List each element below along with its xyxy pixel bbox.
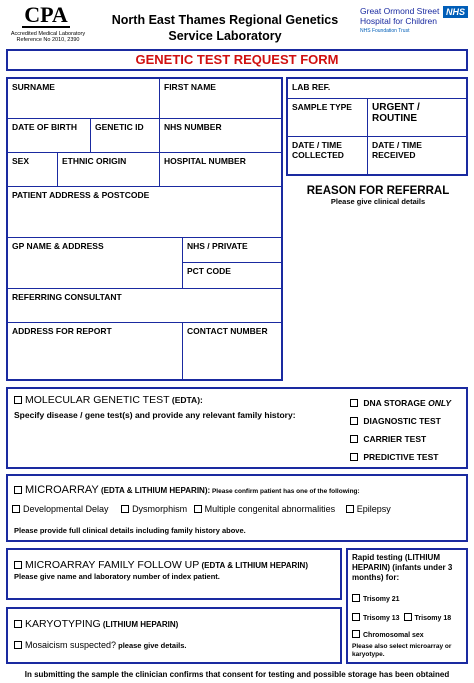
cpa-accreditation: Accredited Medical Laboratory [10,31,86,37]
nhs-number-field[interactable] [160,119,281,153]
t21-checkbox[interactable] [352,594,360,602]
congenital-checkbox[interactable] [194,505,202,513]
hospital-number-field[interactable] [160,153,281,187]
dob-label: DATE OF BIRTH [12,122,78,132]
nhs-private-label: NHS / PRIVATE [187,241,248,251]
address-report-field[interactable] [8,323,183,379]
microarray-tubes: (EDTA & LITHIUM HEPARIN): [98,486,211,495]
rapid-section [346,548,468,664]
dna-storage-checkbox[interactable] [350,399,358,407]
molecular-title-text: MOLECULAR GENETIC TEST [25,394,170,406]
ethnic-origin-field[interactable] [58,153,160,187]
urgent-routine-field[interactable] [368,99,466,137]
referring-consultant-field[interactable] [8,289,281,323]
patient-details-box [6,77,283,381]
epilepsy-label: Epilepsy [356,504,391,514]
lab-title [110,12,340,44]
referral-subtitle: Please give clinical details [330,197,426,206]
genetic-id-field[interactable] [91,119,160,153]
form-title: GENETIC TEST REQUEST FORM [135,52,339,67]
lab-ref-field[interactable] [288,79,466,99]
gosh-line2: Hospital for Children [360,16,438,26]
karyotyping-section [6,607,342,664]
gosh-logo [360,6,470,44]
contact-number-field[interactable] [183,323,281,379]
molecular-tubes: (EDTA): [169,395,203,405]
t13-label: Trisomy 13 [363,615,400,622]
sex-label: SEX [12,156,30,166]
rapid-t21[interactable] [352,594,400,603]
followup-section [6,548,342,600]
pct-code-label: PCT CODE [187,266,231,276]
referring-consultant-label: REFERRING CONSULTANT [12,292,122,302]
dob-field[interactable] [8,119,91,153]
followup-desc: Please give name and laboratory number of index patient. [14,572,220,581]
sample-type-field[interactable] [288,99,368,137]
molecular-desc: Specify disease / gene test(s) and provide any relevant family history: [14,410,296,420]
referral-title: REASON FOR REFERRAL [306,185,450,197]
surname-field[interactable] [8,79,160,119]
gosh-trust: NHS Foundation Trust [360,28,410,34]
nhs-badge: NHS [443,6,468,18]
microarray-options [12,504,391,514]
followup-checkbox[interactable] [14,561,22,569]
date-received-field[interactable] [368,137,466,174]
cpa-reference: Reference No 2010, 2390 [16,37,80,43]
hospital-number-label: HOSPITAL NUMBER [164,156,246,166]
ethnic-origin-label: ETHNIC ORIGIN [62,156,127,166]
t18-checkbox[interactable] [404,613,412,621]
t21-label: Trisomy 21 [363,596,400,603]
nhs-private-field[interactable] [183,238,281,263]
first-name-label: FIRST NAME [164,82,216,92]
urgent-routine-label: URGENT / ROUTINE [372,102,420,124]
karyotyping-title-text: KARYOTYPING [25,618,101,630]
t13-checkbox[interactable] [352,613,360,621]
molecular-options [350,394,451,466]
dysmorphism-checkbox[interactable] [121,505,129,513]
gp-name-field[interactable] [8,238,183,289]
dysmorphism-label: Dysmorphism [132,504,188,514]
mosaicism-row [14,635,187,653]
predictive-option[interactable] [350,448,451,466]
chromosomal-sex-label: Chromosomal sex [363,632,424,639]
first-name-field[interactable] [160,79,281,119]
patient-address-label: PATIENT ADDRESS & POSTCODE [12,190,150,200]
date-received-label: DATE / TIME RECEIVED [372,140,422,160]
carrier-checkbox[interactable] [350,435,358,443]
referral-details-area[interactable] [288,212,468,380]
karyotyping-title [14,614,178,632]
molecular-section [6,387,468,469]
carrier-label: CARRIER TEST [363,434,427,444]
dev-delay-label: Developmental Delay [23,504,109,514]
gp-name-label: GP NAME & ADDRESS [12,241,104,251]
dna-storage-label: DNA STORAGE [363,398,426,408]
lab-details-box [286,77,468,176]
molecular-title [14,394,203,406]
microarray-title-text: MICROARRAY [25,484,99,496]
microarray-confirm: Please confirm patient has one of the following: [210,488,360,495]
followup-tubes: (EDTA & LITHIUM HEPARIN) [199,561,308,570]
patient-address-field[interactable] [8,187,281,238]
pct-code-field[interactable] [183,263,281,289]
karyotyping-checkbox[interactable] [14,620,22,628]
mosaicism-label: Mosaicism suspected? [25,640,117,650]
dna-storage-only: ONLY [428,398,452,408]
predictive-label: PREDICTIVE TEST [363,452,439,462]
surname-label: SURNAME [12,82,55,92]
rapid-note: Please also select microarray or karyotype. [352,643,452,658]
karyotyping-tubes: (LITHIUM HEPARIN) [100,620,179,629]
epilepsy-checkbox[interactable] [346,505,354,513]
form-title-bar [6,49,468,71]
cpa-logo [8,4,88,44]
lab-title-line2: Service Laboratory [168,29,282,43]
lab-ref-label: LAB REF. [292,82,331,92]
microarray-title [14,480,360,498]
carrier-option[interactable] [350,430,451,448]
referral-heading [288,185,468,206]
chromosomal-sex-checkbox[interactable] [352,630,360,638]
dna-storage-option[interactable] [350,394,451,412]
mosaicism-checkbox[interactable] [14,641,22,649]
date-collected-label: DATE / TIME COLLECTED [292,140,344,160]
t18-label: Trisomy 18 [414,615,452,622]
microarray-section [6,474,468,542]
date-collected-field[interactable] [288,137,368,174]
contact-number-label: CONTACT NUMBER [187,326,268,336]
cpa-logo-text: CPA [22,4,70,28]
microarray-checkbox[interactable] [14,486,22,494]
lab-title-line1: North East Thames Regional Genetics [111,13,339,27]
diagnostic-checkbox[interactable] [350,417,358,425]
mosaicism-note: please give details. [116,641,187,650]
molecular-checkbox[interactable] [14,396,22,404]
congenital-label: Multiple congenital abnormalities [204,504,336,514]
nhs-number-label: NHS NUMBER [164,122,222,132]
followup-title [14,555,308,573]
rapid-t13-t18 [352,613,451,622]
genetic-id-label: GENETIC ID [95,122,144,132]
predictive-checkbox[interactable] [350,453,358,461]
diagnostic-label: DIAGNOSTIC TEST [363,416,441,426]
consent-footer: In submitting the sample the clinician confirms that consent for testing and possible storage has been obtained [24,670,450,679]
dev-delay-checkbox[interactable] [12,505,20,513]
microarray-note: Please provide full clinical details including family history above. [14,526,246,535]
followup-title-text: MICROARRAY FAMILY FOLLOW UP [25,559,200,571]
sex-field[interactable] [8,153,58,187]
rapid-title: Rapid testing (LITHIUM HEPARIN) (infants under 3 months) for: [352,553,453,582]
address-report-label: ADDRESS FOR REPORT [12,326,112,336]
gosh-line1: Great Ormond Street [360,6,440,16]
rapid-sex[interactable] [352,630,424,639]
sample-type-label: SAMPLE TYPE [292,102,352,112]
diagnostic-option[interactable] [350,412,451,430]
